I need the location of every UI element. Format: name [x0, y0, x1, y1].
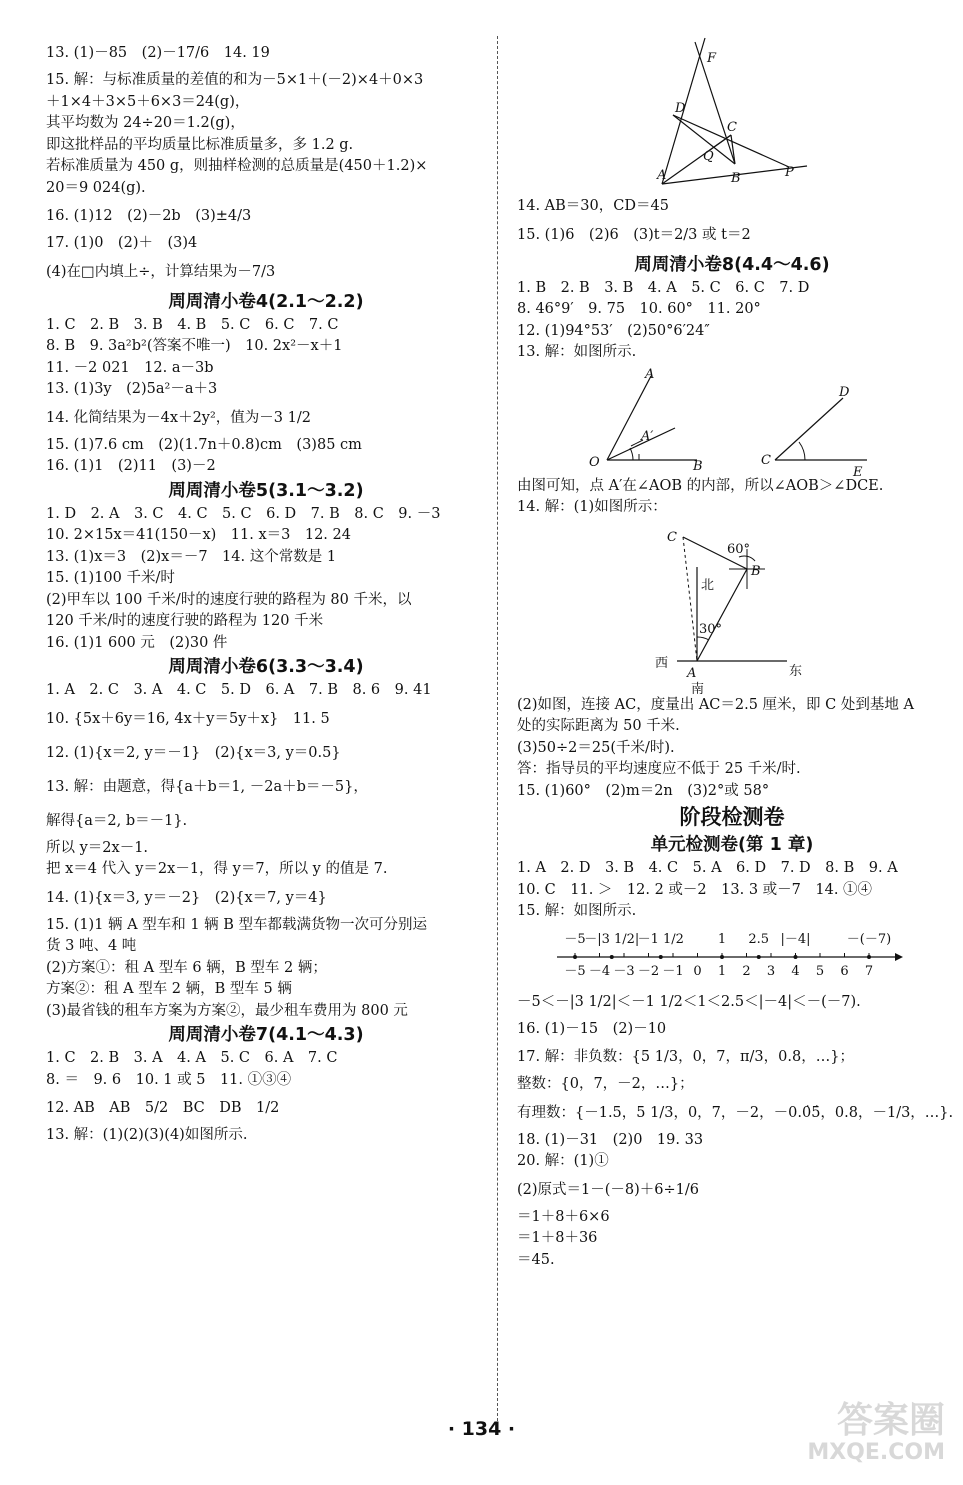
fig1-label-a: A — [657, 168, 667, 183]
number-line-tick-label: 1 — [717, 963, 727, 979]
answer-line: 处的实际距离为 50 千米. — [517, 718, 680, 734]
number-line-point-label: －(－7) — [846, 931, 892, 947]
number-line-tick-label: 0 — [693, 963, 702, 979]
answer-line: 8. ＝ 9. 6 10. 1 或 5 11. ①③④ — [46, 1071, 292, 1088]
section-heading: 阶段检测卷 — [679, 805, 785, 829]
number-line-point — [757, 955, 761, 959]
answer-line: 12. AB AB 5/2 BC DB 1/2 — [46, 1100, 280, 1116]
answer-line: 所以 y＝2x－1. — [46, 839, 149, 856]
triangle-figure — [517, 36, 947, 196]
answer-line: 13. 解：由题意，得{a＋b＝1, －2a＋b＝－5}， — [46, 778, 368, 795]
fig3-label-west: 西 — [655, 655, 669, 671]
number-line-point — [720, 955, 724, 959]
answer-line: 15. 解：如图所示. — [517, 903, 637, 919]
answer-line: 16. (1)12 (2)－2b (3)±4/3 — [46, 208, 252, 224]
answer-line: 整数：{0，7，－2，…}； — [517, 1076, 694, 1092]
answer-line: 16. (1)－15 (2)－10 — [517, 1020, 667, 1037]
column-divider — [497, 36, 498, 1421]
fig2-label-o: O — [589, 454, 600, 470]
number-line-tick-label: －4 — [588, 963, 611, 979]
number-line-tick-label: 4 — [791, 963, 800, 979]
compass-figure — [517, 519, 947, 695]
answer-line: 货 3 吨、4 吨 — [46, 938, 137, 954]
right-column — [517, 36, 954, 1271]
answer-line: 15. (1)1 辆 A 型车和 1 辆 B 型车都载满货物一次可分别运 — [46, 916, 428, 933]
fig1-label-p: P — [785, 165, 794, 180]
watermark-url: MXQE.COM — [807, 1440, 945, 1465]
fig3-label-b: B — [751, 563, 761, 579]
number-line-point-label: 1 — [717, 931, 727, 947]
answer-line: 有理数：{－1.5，5 1/3，0，7，－2，－0.0̇5̇，0.8，－1/3，…}. — [517, 1104, 954, 1121]
answer-line: 13. (1)3y (2)5a²－a＋3 — [46, 381, 218, 397]
number-line-tick-label: －2 — [637, 963, 660, 979]
fig1-label-c: C — [727, 120, 737, 135]
answer-line: 20. 解：(1)① — [517, 1153, 609, 1169]
answer-line: 13. 解：(1)(2)(3)(4)如图所示. — [46, 1127, 248, 1143]
fig3-label-60deg: 60° — [727, 541, 751, 557]
answer-line: 18. (1)－31 (2)0 19. 33 — [517, 1131, 704, 1148]
fig2-label-a-prime: A′ — [641, 428, 654, 444]
answer-line: 15. (1)60° (2)m＝2n (3)2°或 58° — [517, 782, 770, 799]
fig2-label-a: A — [645, 366, 655, 382]
answer-line: 由图可知，点 A′在∠AOB 的内部，所以∠AOB＞∠DCE. — [517, 477, 884, 494]
number-line-tick-label: －5 — [564, 963, 586, 979]
answer-line: (2)方案①：租 A 型车 6 辆，B 型车 2 辆； — [46, 959, 327, 976]
angles-figure — [517, 364, 947, 476]
answer-line: 15. 解：与标准质量的差值的和为－5×1＋(－2)×4＋0×3 — [46, 72, 424, 88]
answer-line: 14. 化简结果为－4x＋2y²，值为－3 1/2 — [46, 409, 311, 426]
answer-line: 12. (1){x＝2, y＝－1} (2){x＝3, y＝0.5} — [46, 744, 341, 761]
fig1-label-f: F — [707, 51, 717, 66]
number-line-point — [610, 955, 614, 959]
number-line-tick-label: 2 — [742, 963, 751, 979]
answer-line: (3)50÷2＝25(千米/时). — [517, 739, 675, 756]
fig1-label-q: Q — [703, 149, 714, 164]
number-line-point-label: －|3 1/2| — [584, 931, 640, 947]
fig2-label-d: D — [839, 384, 850, 400]
fig1-label-b: B — [731, 171, 741, 186]
answer-line: (4)在□内填上÷，计算结果为－7/3 — [46, 263, 276, 280]
answer-line: 答：指导员的平均速度应不低于 25 千米/时. — [517, 761, 801, 777]
answer-line: 10. {5x＋6y＝16, 4x＋y＝5y＋x} 11. 5 — [46, 710, 330, 727]
answer-line: 8. B 9. 3a²b²(答案不唯一) 10. 2x²－x＋1 — [46, 338, 343, 354]
answer-line: 17. (1)0 (2)＋ (3)4 — [46, 235, 198, 251]
number-line-point-label: －1 1/2 — [637, 931, 684, 947]
fig3-label-south: 南 — [691, 681, 705, 695]
answer-line: 1. B 2. B 3. B 4. A 5. C 6. C 7. D — [517, 279, 810, 296]
fig3-label-east: 东 — [789, 663, 803, 679]
number-line-tick-label: 7 — [864, 963, 874, 979]
answer-line: 解得{a＝2, b＝－1}. — [46, 812, 188, 829]
answer-line: 方案②：租 A 型车 2 辆，B 型车 5 辆 — [46, 981, 292, 997]
fig3-label-c: C — [667, 529, 677, 545]
answer-line: ＝45. — [517, 1251, 555, 1268]
answer-line: 13. 解：如图所示. — [517, 344, 637, 360]
answer-line: 14. (1){x＝3, y＝－2} (2){x＝7, y＝4} — [46, 889, 327, 906]
answer-line: ＋1×4＋3×5＋6×3＝24(g)， — [46, 93, 250, 110]
fig1-label-d: D — [675, 101, 686, 116]
answer-line: 其平均数为 24÷20＝1.2(g)， — [46, 115, 245, 131]
section-heading: 周周清小卷7(4.1～4.3) — [168, 1025, 364, 1045]
fig3-label-a: A — [687, 665, 697, 681]
answer-line: 11. －2 021 12. a－3b — [46, 359, 214, 376]
answer-line: 1. C 2. B 3. B 4. B 5. C 6. C 7. C — [46, 316, 339, 333]
number-line-tick-label: －1 — [662, 963, 684, 979]
number-line-tick-label: 5 — [815, 963, 825, 979]
number-line-point-label: |－4| — [780, 931, 811, 947]
number-line-point — [867, 955, 871, 959]
page-number: · 134 · — [447, 1418, 516, 1440]
answer-line: 即这批样品的平均质量比标准质量多，多 1.2 g. — [46, 136, 354, 153]
answer-line: 13. (1)x＝3 (2)x＝－7 14. 这个常数是 1 — [46, 548, 337, 565]
answer-line: 1. A 2. D 3. B 4. C 5. A 6. D 7. D 8. B 9. A — [517, 860, 898, 876]
answer-line: 10. C 11. ＞ 12. 2 或－2 13. 3 或－7 14. ①④ — [517, 881, 873, 898]
answer-line: 把 x＝4 代入 y＝2x－1，得 y＝7，所以 y 的值是 7. — [46, 861, 388, 877]
number-line-point-label: －5 — [564, 931, 586, 947]
number-line-point — [573, 955, 577, 959]
answer-line: 1. D 2. A 3. C 4. C 5. C 6. D 7. B 8. C 9. －3 — [46, 505, 441, 522]
answer-line: 8. 46°9′ 9. 75 10. 60° 11. 20° — [517, 301, 761, 317]
fig3-label-north: 北 — [701, 577, 715, 593]
fig2-label-b: B — [693, 458, 703, 474]
number-line-tick-label: －3 — [613, 963, 635, 979]
answer-line: 16. (1)1 (2)11 (3)－2 — [46, 458, 216, 474]
answer-line: 若标准质量为 450 g，则抽样检测的总质量是(450＋1.2)× — [46, 158, 428, 174]
answer-line: (3)最省钱的租车方案为方案②，最少租车费用为 800 元 — [46, 1002, 408, 1019]
answer-line: (2)甲车以 100 千米/时的速度行驶的路程为 80 千米，以 — [46, 591, 412, 608]
section-heading: 周周清小卷4(2.1～2.2) — [168, 291, 364, 312]
answer-line: 14. AB＝30，CD＝45 — [517, 198, 669, 214]
answer-line: －5＜－|3 1/2|＜－1 1/2＜1＜2.5＜|－4|＜－(－7). — [517, 993, 861, 1010]
section-heading: 周周清小卷6(3.3～3.4) — [168, 657, 364, 677]
section-heading: 单元检测卷(第 1 章) — [650, 835, 814, 855]
section-heading: 周周清小卷5(3.1～3.2) — [168, 480, 364, 501]
answer-line: (2)原式＝1－(－8)＋6÷1/6 — [517, 1181, 700, 1198]
answer-line: 1. A 2. C 3. A 4. C 5. D 6. A 7. B 8. 6 9. 41 — [46, 682, 432, 698]
right-block-b — [517, 476, 947, 519]
answer-line: 15. (1)6 (2)6 (3)t＝2/3 或 t＝2 — [517, 226, 751, 243]
fig2-label-e: E — [853, 464, 863, 476]
answer-line: 12. (1)94°53′ (2)50°6′24″ — [517, 322, 710, 339]
answer-line: ＝1＋8＋36 — [517, 1230, 598, 1246]
section-heading: 周周清小卷8(4.4～4.6) — [634, 254, 830, 275]
answer-line: 1. C 2. B 3. A 4. A 5. C 6. A 7. C — [46, 1050, 338, 1066]
answer-line: ＝1＋8＋6×6 — [517, 1208, 610, 1225]
number-line-point — [659, 955, 663, 959]
fig3-label-30deg: 30° — [699, 621, 723, 637]
answer-line: 13. (1)－85 (2)－17/6 14. 19 — [46, 45, 270, 61]
answer-line: 15. (1)7.6 cm (2)(1.7n＋0.8)cm (3)85 cm — [46, 436, 362, 453]
right-block-c — [517, 695, 947, 923]
number-line-tick-label: 3 — [766, 963, 776, 979]
answer-line: 17. 解：非负数：{5 1/3，0，7，π/3，0.8，…}； — [517, 1049, 854, 1065]
answer-line: 120 千米/时的速度行驶的路程为 120 千米 — [46, 613, 324, 629]
answer-line: 15. (1)100 千米/时 — [46, 570, 175, 586]
answer-line: 20＝9 024(g). — [46, 179, 146, 196]
number-line-tick-label: 6 — [840, 963, 849, 979]
answer-line: (2)如图，连接 AC，度量出 AC＝2.5 厘米，即 C 处到基地 A — [517, 696, 914, 713]
answer-line: 16. (1)1 600 元 (2)30 件 — [46, 634, 228, 651]
right-block-a — [517, 196, 947, 364]
watermark-text: 答案圈 — [836, 1400, 945, 1441]
fig2-label-c: C — [761, 452, 771, 468]
answer-line: 14. 解：(1)如图所示： — [517, 499, 667, 515]
number-line-point-label: 2.5 — [748, 931, 770, 947]
right-block-d — [517, 985, 954, 1272]
left-column — [46, 36, 486, 1147]
number-line-figure — [517, 923, 947, 985]
number-line-point — [794, 955, 798, 959]
answer-line: 10. 2×15x＝41(150－x) 11. x＝3 12. 24 — [46, 527, 351, 543]
watermark-logo — [775, 1400, 945, 1475]
